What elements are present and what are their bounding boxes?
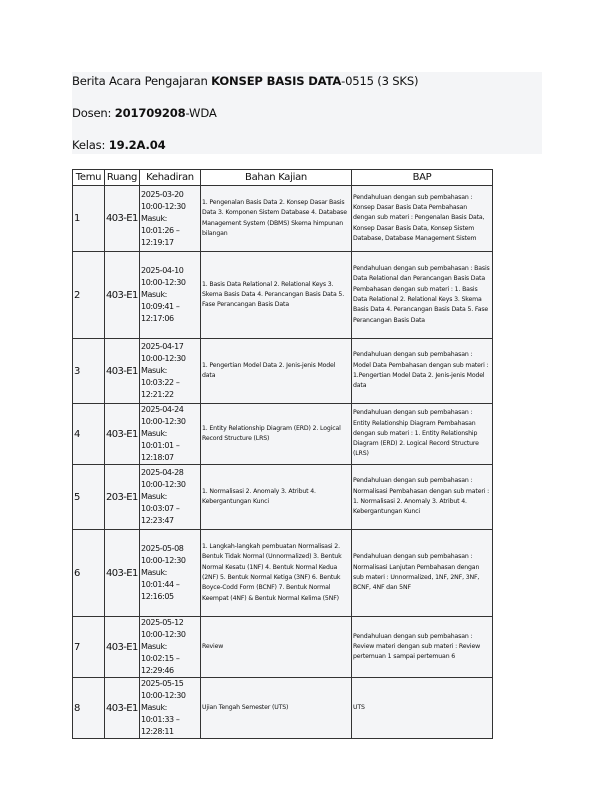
cell-temu: 8 xyxy=(73,678,105,739)
class-code: 19.2A.04 xyxy=(108,138,166,152)
cell-ruang: 403-E1 xyxy=(105,186,140,252)
course-suffix: -0515 (3 SKS) xyxy=(341,74,419,88)
cell-bahan-kajian: 1. Pengenalan Basis Data 2. Konsep Dasar Basis Data 3. Komponen Sistem Database 4. Database Management System (DBMS) Skema himpunan bilangan xyxy=(201,186,352,252)
table-row xyxy=(73,252,493,339)
cell-bap: Pendahuluan dengan sub pembahasan : Konsep Dasar Basis Data Pembahasan dengan sub materi : Pengenalan Basis Data, Konsep Dasar Basis Data, Konsep Sistem Database, Database Management Sistem xyxy=(352,186,493,252)
table-row xyxy=(73,530,493,617)
cell-temu: 3 xyxy=(73,339,105,404)
cell-temu: 5 xyxy=(73,465,105,530)
cell-temu: 4 xyxy=(73,404,105,465)
cell-bap: Pendahuluan dengan sub pembahasan : Entity Relationship Diagram Pembahasan dengan sub materi : 1. Entity Relationship Diagram (ERD) 2. Logical Record Structure (LRS) xyxy=(352,404,493,465)
cell-kehadiran: 2025-05-15 10:00-12:30 Masuk: 10:01:33 –12:28:11 xyxy=(140,678,201,739)
cell-bap: Pendahuluan dengan sub pembahasan : Model Data Pembahasan dengan sub materi : 1.Pengertian Model Data 2. Jenis-jenis Model data xyxy=(352,339,493,404)
cell-ruang: 403-E1 xyxy=(105,339,140,404)
cell-bap: Pendahuluan dengan sub pembahasan : Normalisasi Pembahasan dengan sub materi : 1. Normalisasi 2. Anomaly 3. Atribut 4. Kebergantungan Kunci xyxy=(352,465,493,530)
cell-bahan-kajian: Review xyxy=(201,617,352,678)
cell-bap: Pendahuluan dengan sub pembahasan : Review materi dengan sub materi : Review pertemuan 1 sampai pertemuan 6 xyxy=(352,617,493,678)
cell-temu: 6 xyxy=(73,530,105,617)
cell-bahan-kajian: Ujian Tengah Semester (UTS) xyxy=(201,678,352,739)
cell-bap: Pendahuluan dengan sub pembahasan : Normalisasi Lanjutan Pembahasan dengan sub materi : Unnormalized, 1NF, 2NF, 3NF, BCNF, 4NF dan 5NF xyxy=(352,530,493,617)
cell-temu: 1 xyxy=(73,186,105,252)
table-header-row xyxy=(73,170,493,186)
class-line xyxy=(72,137,165,153)
cell-ruang: 403-E1 xyxy=(105,404,140,465)
table-row xyxy=(73,339,493,404)
class-label: Kelas: xyxy=(72,138,109,152)
table-row xyxy=(73,186,493,252)
bap-table xyxy=(72,169,493,739)
cell-ruang: 403-E1 xyxy=(105,530,140,617)
cell-kehadiran: 2025-04-24 10:00-12:30 Masuk: 10:01:01 –12:18:07 xyxy=(140,404,201,465)
cell-temu: 2 xyxy=(73,252,105,339)
cell-kehadiran: 2025-03-20 10:00-12:30 Masuk: 10:01:26 –12:19:17 xyxy=(140,186,201,252)
table-row xyxy=(73,404,493,465)
cell-bahan-kajian: 1. Entity Relationship Diagram (ERD) 2. Logical Record Structure (LRS) xyxy=(201,404,352,465)
column-header-bap: BAP xyxy=(352,170,493,186)
lecturer-id: 201709208 xyxy=(114,106,186,120)
cell-kehadiran: 2025-05-08 10:00-12:30 Masuk: 10:01:44 –12:16:05 xyxy=(140,530,201,617)
cell-kehadiran: 2025-04-10 10:00-12:30 Masuk: 10:09:41 –12:17:06 xyxy=(140,252,201,339)
course-name: KONSEP BASIS DATA xyxy=(211,74,342,88)
table-row xyxy=(73,617,493,678)
cell-bahan-kajian: 1. Basis Data Relational 2. Relational Keys 3. Skema Basis Data 4. Perancangan Basis Data 5. Fase Perancangan Basis Data xyxy=(201,252,352,339)
cell-ruang: 403-E1 xyxy=(105,678,140,739)
cell-bahan-kajian: 1. Langkah-langkah pembuatan Normalisasi 2. Bentuk Tidak Normal (Unnormalized) 3. Bentuk Normal Kesatu (1NF) 4. Bentuk Normal Kedua (2NF) 5. Bentuk Normal Ketiga (3NF) 6. Bentuk Boyce-Codd Form (BCNF) 7. Bentuk Normal Keempat (4NF) & Bentuk Normal Kelima (5NF) xyxy=(201,530,352,617)
cell-kehadiran: 2025-05-12 10:00-12:30 Masuk: 10:02:15 –12:29:46 xyxy=(140,617,201,678)
cell-ruang: 403-E1 xyxy=(105,252,140,339)
cell-bap: UTS xyxy=(352,678,493,739)
lecturer-label: Dosen: xyxy=(72,106,115,120)
cell-kehadiran: 2025-04-17 10:00-12:30 Masuk: 10:03:22 – 12:21:22 xyxy=(140,339,201,404)
column-header-temu: Temu xyxy=(73,170,105,186)
page-title xyxy=(72,73,418,89)
column-header-ruang: Ruang xyxy=(105,170,140,186)
table-row xyxy=(73,465,493,530)
cell-ruang: 403-E1 xyxy=(105,617,140,678)
cell-kehadiran: 2025-04-28 10:00-12:30 Masuk: 10:03:07 – 12:23:47 xyxy=(140,465,201,530)
cell-bahan-kajian: 1. Pengertian Model Data 2. Jenis-jenis Model data xyxy=(201,339,352,404)
column-header-kehadiran: Kehadiran xyxy=(140,170,201,186)
column-header-bahan-kajian: Bahan Kajian xyxy=(201,170,352,186)
cell-ruang: 203-E1 xyxy=(105,465,140,530)
lecturer-suffix: -WDA xyxy=(185,106,217,120)
cell-bap: Pendahuluan dengan sub pembahasan : Basis Data Relational dan Perancangan Basis Data Pembahasan dengan sub materi : 1. Basis Data Relational 2. Relational Keys 3. Skema Basis Data 4. Perancangan Basis Data 5. Fase Perancangan Basis Data xyxy=(352,252,493,339)
cell-bahan-kajian: 1. Normalisasi 2. Anomaly 3. Atribut 4. Kebergantungan Kunci xyxy=(201,465,352,530)
lecturer-line xyxy=(72,105,217,121)
table-row xyxy=(73,678,493,739)
title-prefix: Berita Acara Pengajaran xyxy=(72,74,212,88)
cell-temu: 7 xyxy=(73,617,105,678)
